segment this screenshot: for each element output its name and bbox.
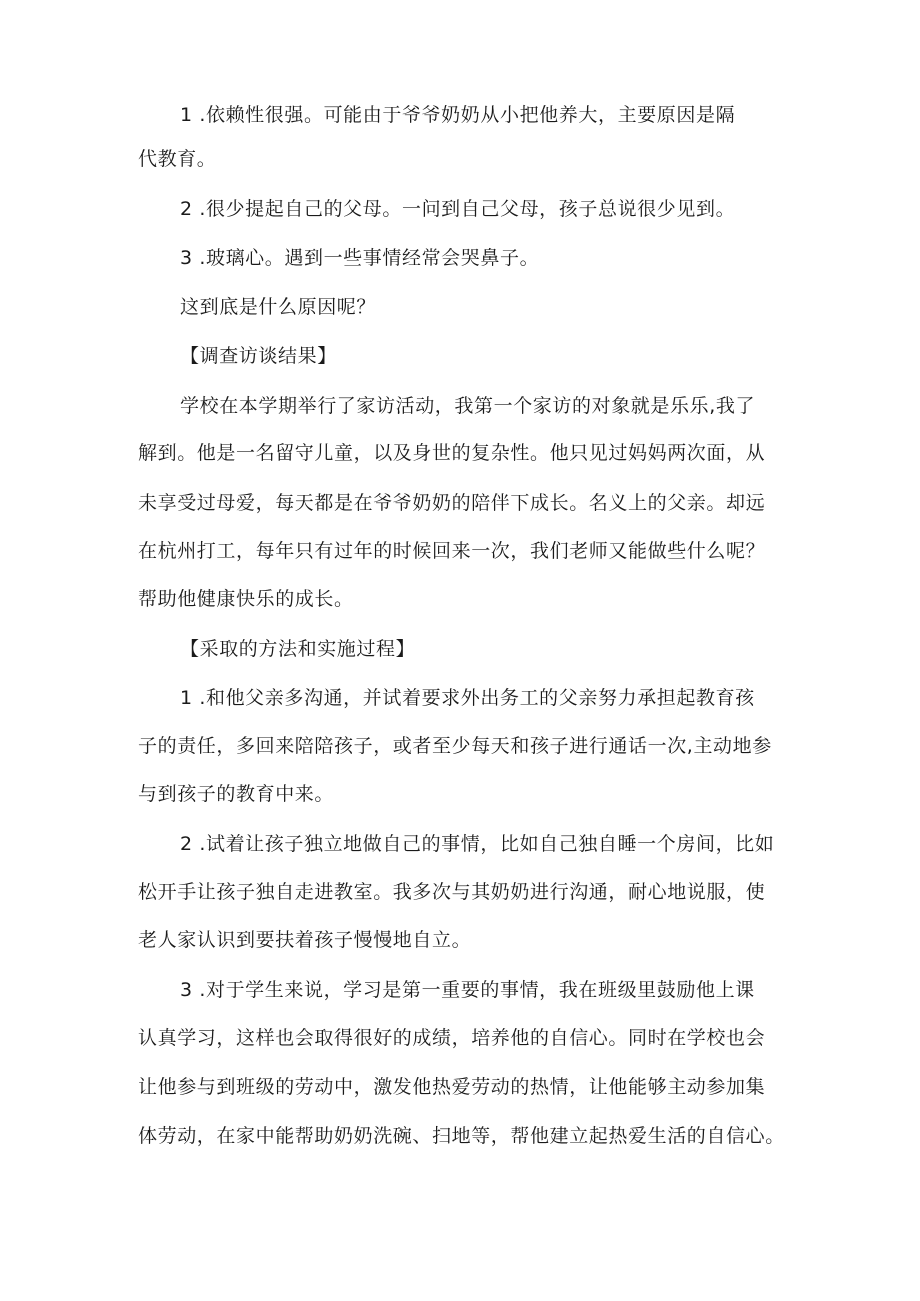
method-3-line-2: 认真学习，这样也会取得很好的成绩，培养他的自信心。同时在学校也会 <box>138 1027 766 1049</box>
method-3-line-4: 体劳动，在家中能帮助奶奶洗碗、扫地等，帮他建立起热爱生活的自信心。 <box>138 1125 785 1147</box>
question-line: 这到底是什么原因呢？ <box>180 296 377 318</box>
section-heading-methods: 【采取的方法和实施过程】 <box>180 638 416 660</box>
method-3-line-3: 让他参与到班级的劳动中，激发他热爱劳动的热情，让他能够主动参加集 <box>138 1076 766 1098</box>
method-3-line-1: 3 .对于学生来说，学习是第一重要的事情，我在班级里鼓励他上课 <box>180 979 755 1001</box>
item-1-line-1: 1 .依赖性很强。可能由于爷爷奶奶从小把他养大，主要原因是隔 <box>180 104 736 126</box>
survey-para-line-4: 在杭州打工，每年只有过年的时候回来一次，我们老师又能做些什么呢？ <box>138 540 766 562</box>
item-1-line-2: 代教育。 <box>138 148 217 170</box>
survey-para-line-3: 未享受过母爱，每天都是在爷爷奶奶的陪伴下成长。名义上的父亲。却远 <box>138 492 766 514</box>
method-1-line-2: 子的责任，多回来陪陪孩子，或者至少每天和孩子进行通话一次,主动地参 <box>138 735 772 757</box>
item-2-line: 2 .很少提起自己的父母。一问到自己父母，孩子总说很少见到。 <box>180 198 736 220</box>
method-1-line-1: 1 .和他父亲多沟通，并试着要求外出务工的父亲努力承担起教育孩 <box>180 687 755 709</box>
method-2-line-2: 松开手让孩子独自走进教室。我多次与其奶奶进行沟通，耐心地说服，使 <box>138 881 766 903</box>
method-2-line-3: 老人家认识到要扶着孩子慢慢地自立。 <box>138 929 472 951</box>
survey-para-line-1: 学校在本学期举行了家访活动，我第一个家访的对象就是乐乐,我了 <box>180 395 756 417</box>
section-heading-survey: 【调查访谈结果】 <box>180 345 337 367</box>
survey-para-line-2: 解到。他是一名留守儿童，以及身世的复杂性。他只见过妈妈两次面，从 <box>138 442 766 464</box>
survey-para-line-5: 帮助他健康快乐的成长。 <box>138 588 354 610</box>
item-3-line: 3 .玻璃心。遇到一些事情经常会哭鼻子。 <box>180 247 540 269</box>
method-2-line-1: 2 .试着让孩子独立地做自己的事情，比如自己独自睡一个房间，比如 <box>180 833 775 855</box>
method-1-line-3: 与到孩子的教育中来。 <box>138 783 335 805</box>
